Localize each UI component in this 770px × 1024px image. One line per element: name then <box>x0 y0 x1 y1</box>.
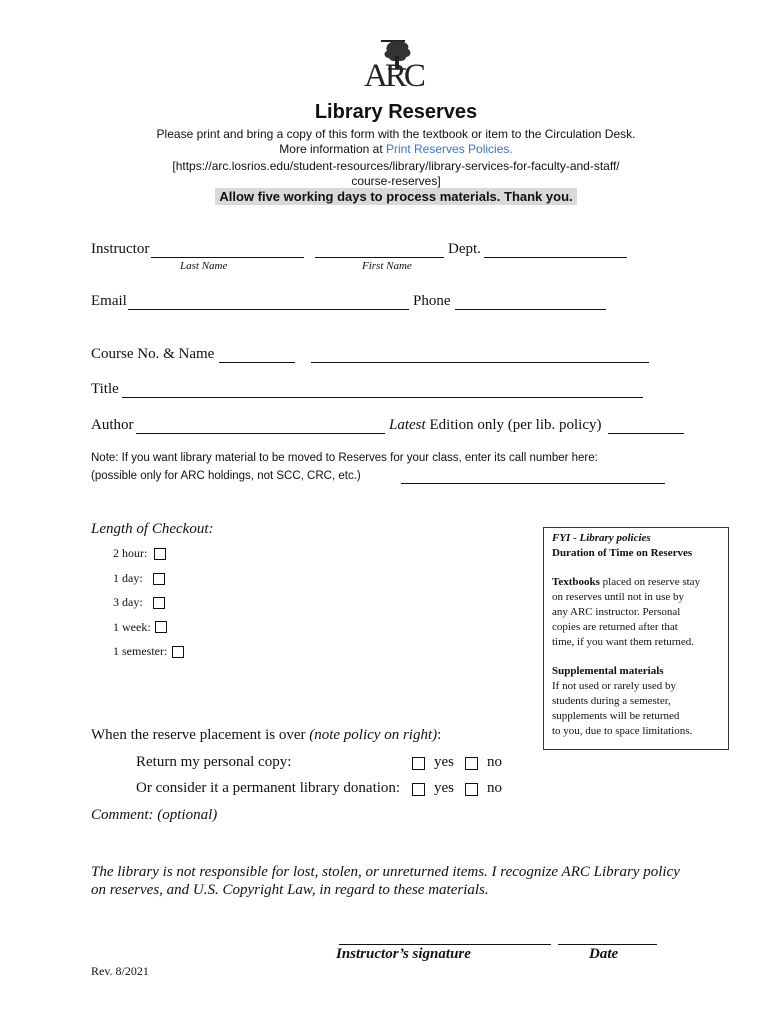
processing-notice: Allow five working days to process materials. Thank you. <box>215 188 576 205</box>
option-1-week-label: 1 week: <box>113 620 151 634</box>
donation-no-label: no <box>487 780 502 796</box>
dept-label: Dept. <box>448 241 481 257</box>
checkbox-3-day[interactable] <box>153 597 165 609</box>
signature-input[interactable] <box>339 944 551 945</box>
more-info-prefix: More information at <box>279 142 386 156</box>
comment-label: Comment: (optional) <box>91 807 218 823</box>
edition-italic: Latest <box>389 417 426 433</box>
edition-text: Edition only (per lib. policy) <box>429 417 602 433</box>
checkbox-1-week[interactable] <box>155 621 167 633</box>
fyi-subtitle: Duration of Time on Reserves <box>552 547 693 559</box>
supplemental-text-2: students during a semester, <box>552 695 671 707</box>
logo-text: ARC <box>364 58 423 94</box>
checkbox-1-semester[interactable] <box>172 646 184 658</box>
option-2-hour-label: 2 hour: <box>113 546 148 560</box>
email-input[interactable] <box>128 309 409 310</box>
return-no-label: no <box>487 754 502 770</box>
textbooks-text-5: time, if you want them returned. <box>552 636 695 648</box>
donation-yes-checkbox[interactable] <box>412 783 425 796</box>
donation-no-checkbox[interactable] <box>465 783 478 796</box>
course-label: Course No. & Name <box>91 346 215 362</box>
donation-label: Or consider it a permanent library donation: <box>136 780 401 796</box>
title-label: Title <box>91 381 119 397</box>
notice-line <box>0 189 770 204</box>
edition-input[interactable] <box>608 433 684 434</box>
supplemental-text-3: supplements will be returned <box>552 710 680 722</box>
arc-logo <box>362 38 432 94</box>
course-name-input[interactable] <box>311 362 649 363</box>
return-no-checkbox[interactable] <box>465 757 478 770</box>
supplemental-text-1: If not used or rarely used by <box>552 680 677 692</box>
edition-label <box>389 417 602 434</box>
first-name-input[interactable] <box>315 257 444 258</box>
return-yes-checkbox[interactable] <box>412 757 425 770</box>
fyi-title: FYI - Library policies <box>552 532 651 544</box>
textbooks-text-3: any ARC instructor. Personal <box>552 606 681 618</box>
checkout-heading: Length of Checkout: <box>91 521 214 537</box>
textbooks-text-2: on reserves until not in use by <box>552 591 684 603</box>
email-label: Email <box>91 293 127 309</box>
checkbox-1-day[interactable] <box>153 573 165 585</box>
course-number-input[interactable] <box>219 362 295 363</box>
fyi-policy-box <box>543 527 729 750</box>
textbooks-text-4: copies are returned after that <box>552 621 678 633</box>
url-line-2: course-reserves] <box>351 174 441 188</box>
checkbox-2-hour[interactable] <box>154 548 166 560</box>
instructor-label: Instructor <box>91 241 150 257</box>
return-yes-label: yes <box>434 754 454 770</box>
supplemental-bold: Supplemental materials <box>552 665 664 677</box>
placement-heading-italic: (note policy on right) <box>309 727 438 743</box>
note-line-1: Note: If you want library material to be moved to Reserves for your class, enter its call number here: <box>91 452 598 464</box>
disclaimer-line-2: on reserves, and U.S. Copyright Law, in regard to these materials. <box>91 882 489 898</box>
disclaimer-line-1: The library is not responsible for lost, stolen, or unreturned items. I recognize ARC Library policy <box>91 864 680 880</box>
placement-heading <box>91 727 441 744</box>
option-3-day-label: 3 day: <box>113 595 143 609</box>
phone-label: Phone <box>413 293 451 309</box>
revision-label: Rev. 8/2021 <box>91 964 149 978</box>
title-input[interactable] <box>122 397 643 398</box>
first-name-caption: First Name <box>362 260 412 272</box>
last-name-input[interactable] <box>151 257 304 258</box>
placement-heading-suffix: : <box>437 727 442 743</box>
phone-input[interactable] <box>455 309 606 310</box>
author-label: Author <box>91 417 134 433</box>
note-line-2: (possible only for ARC holdings, not SCC, CRC, etc.) <box>91 470 361 482</box>
author-input[interactable] <box>136 433 385 434</box>
signature-label: Instructor’s signature <box>336 946 471 962</box>
instructions-text: Please print and bring a copy of this form with the textbook or item to the Circulation Desk. <box>156 127 636 141</box>
return-copy-label: Return my personal copy: <box>136 754 292 770</box>
print-reserves-policies-link[interactable]: Print Reserves Policies. <box>386 142 513 156</box>
date-input[interactable] <box>558 944 657 945</box>
page-title: Library Reserves <box>314 101 478 123</box>
textbooks-bold: Textbooks <box>552 576 600 588</box>
call-number-input[interactable] <box>401 483 665 484</box>
last-name-caption: Last Name <box>180 260 228 272</box>
option-1-day-label: 1 day: <box>113 571 143 585</box>
url-line-1: [https://arc.losrios.edu/student-resources/library/library-services-for-faculty-and-staff/ <box>172 159 620 173</box>
placement-heading-prefix: When the reserve placement is over <box>91 727 310 743</box>
date-label: Date <box>589 946 619 962</box>
supplemental-text-4: to you, due to space limitations. <box>552 725 693 737</box>
option-1-semester-label: 1 semester: <box>113 644 168 658</box>
donation-yes-label: yes <box>434 780 454 796</box>
more-info-line <box>0 142 770 156</box>
textbooks-line-1 <box>552 575 720 590</box>
dept-input[interactable] <box>484 257 627 258</box>
textbooks-text-1: placed on reserve stay <box>599 576 701 588</box>
